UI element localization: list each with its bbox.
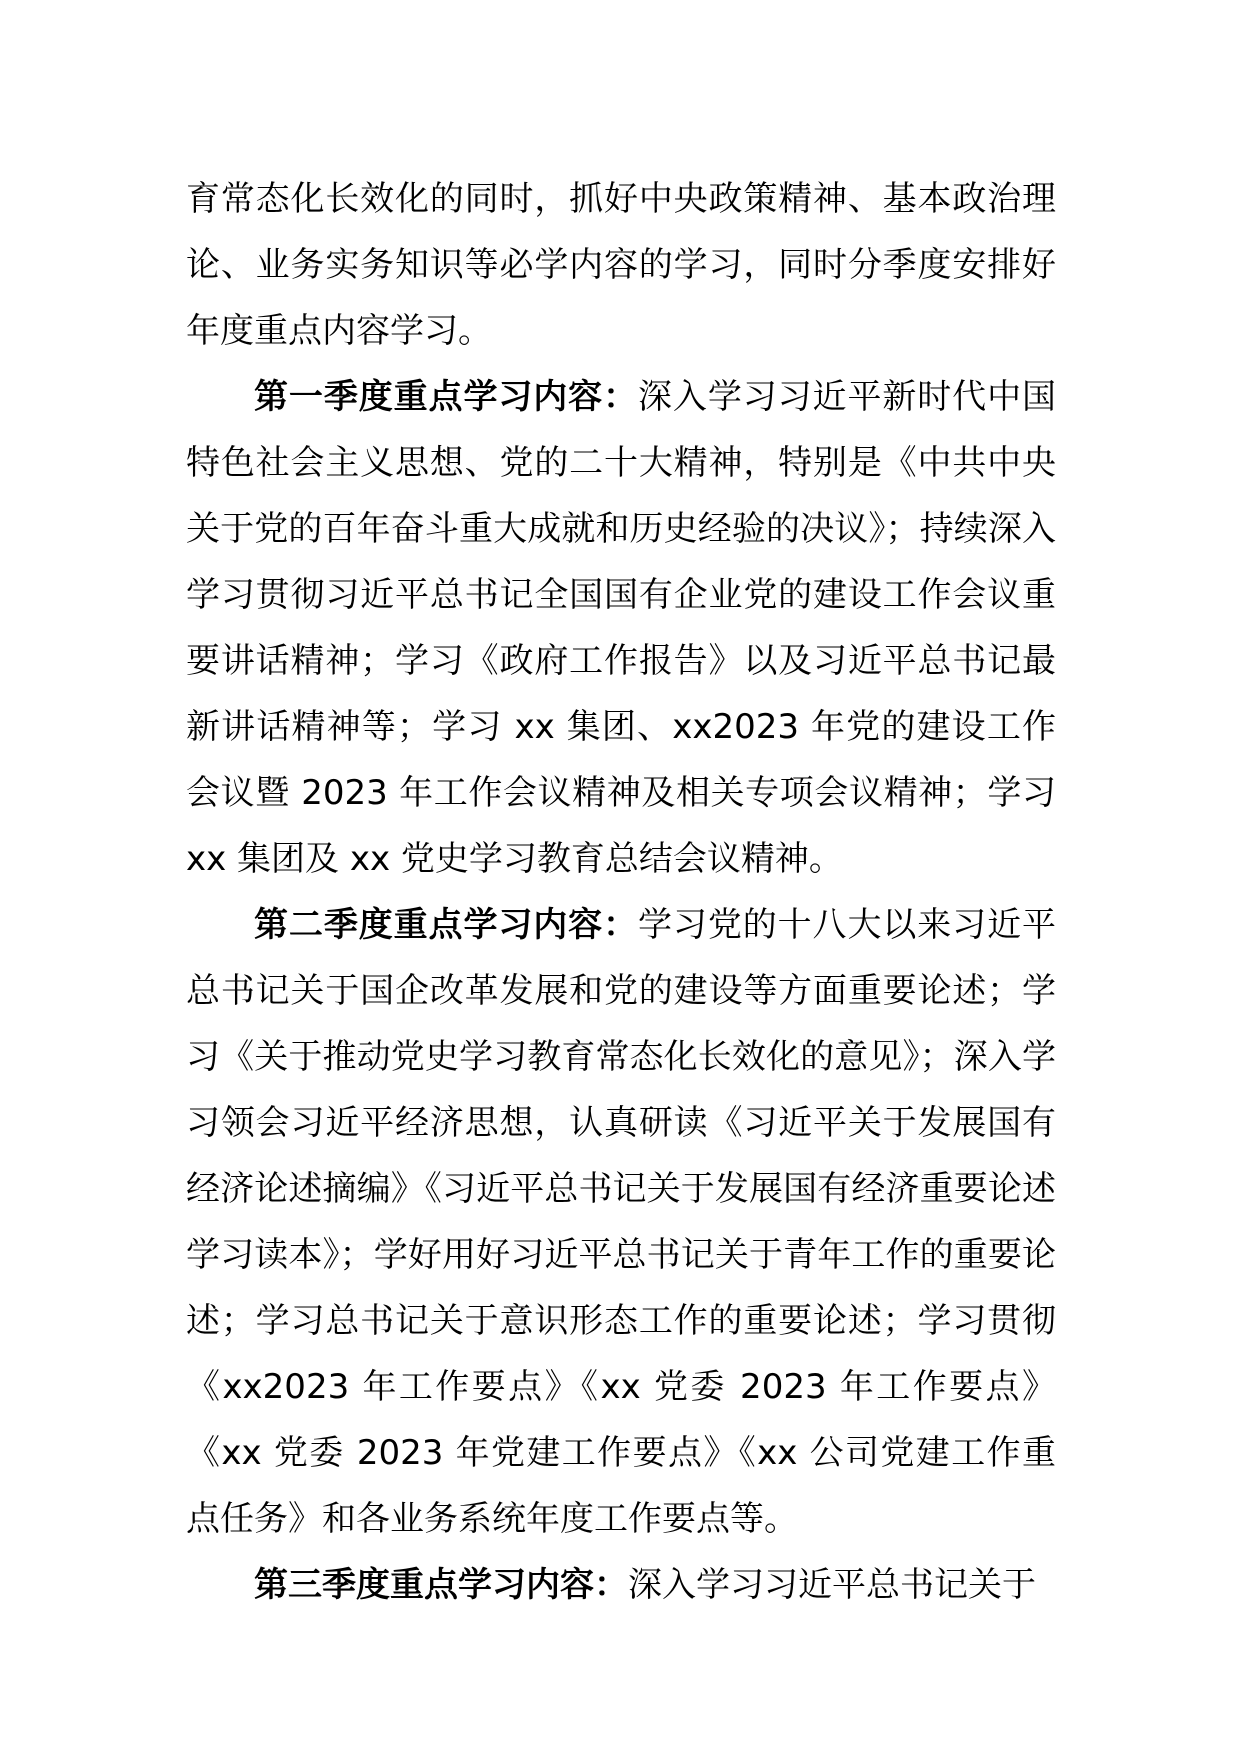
- paragraph-q3: [186, 1552, 1056, 1618]
- paragraph-q2-text: 学习党的十八大以来习近平总书记关于国企改革发展和党的建设等方面重要论述；学习《关于推动党史学习教育常态化长效化的意见》；深入学习领会习近平经济思想，认真研读《习近平关于发展国有经济论述摘编》《习近平总书记关于发展国有经济重要论述学习读本》；学好用好习近平总书记关于青年工作的重要论述；学习总书记关于意识形态工作的重要论述；学习贯彻《xx2023 年工作要点》《xx 党委 2023 年工作要点》《xx 党委 2023 年党建工作要点》《xx 公司党建工作重点任务》和各业务系统年度工作要点等。: [186, 905, 1056, 1539]
- paragraph-q2-heading: 第二季度重点学习内容：: [254, 905, 638, 945]
- paragraph-intro: [186, 166, 1056, 364]
- paragraph-q1: [186, 364, 1056, 892]
- paragraph-intro-text: 育常态化长效化的同时，抓好中央政策精神、基本政治理论、业务实务知识等必学内容的学习，同时分季度安排好年度重点内容学习。: [186, 179, 1056, 351]
- paragraph-q1-heading: 第一季度重点学习内容：: [254, 377, 638, 417]
- paragraph-q1-text: 深入学习习近平新时代中国特色社会主义思想、党的二十大精神，特别是《中共中央关于党的百年奋斗重大成就和历史经验的决议》；持续深入学习贯彻习近平总书记全国国有企业党的建设工作会议重要讲话精神；学习《政府工作报告》以及习近平总书记最新讲话精神等；学习 xx 集团、xx2023 年党的建设工作会议暨 2023 年工作会议精神及相关专项会议精神；学习 xx 集团及 xx 党史学习教育总结会议精神。: [186, 377, 1056, 879]
- paragraph-q3-heading: 第三季度重点学习内容：: [254, 1565, 628, 1605]
- paragraph-q2: [186, 892, 1056, 1552]
- paragraph-q3-text: 深入学习习近平总书记关于: [628, 1565, 1036, 1605]
- document-body: [186, 166, 1056, 1618]
